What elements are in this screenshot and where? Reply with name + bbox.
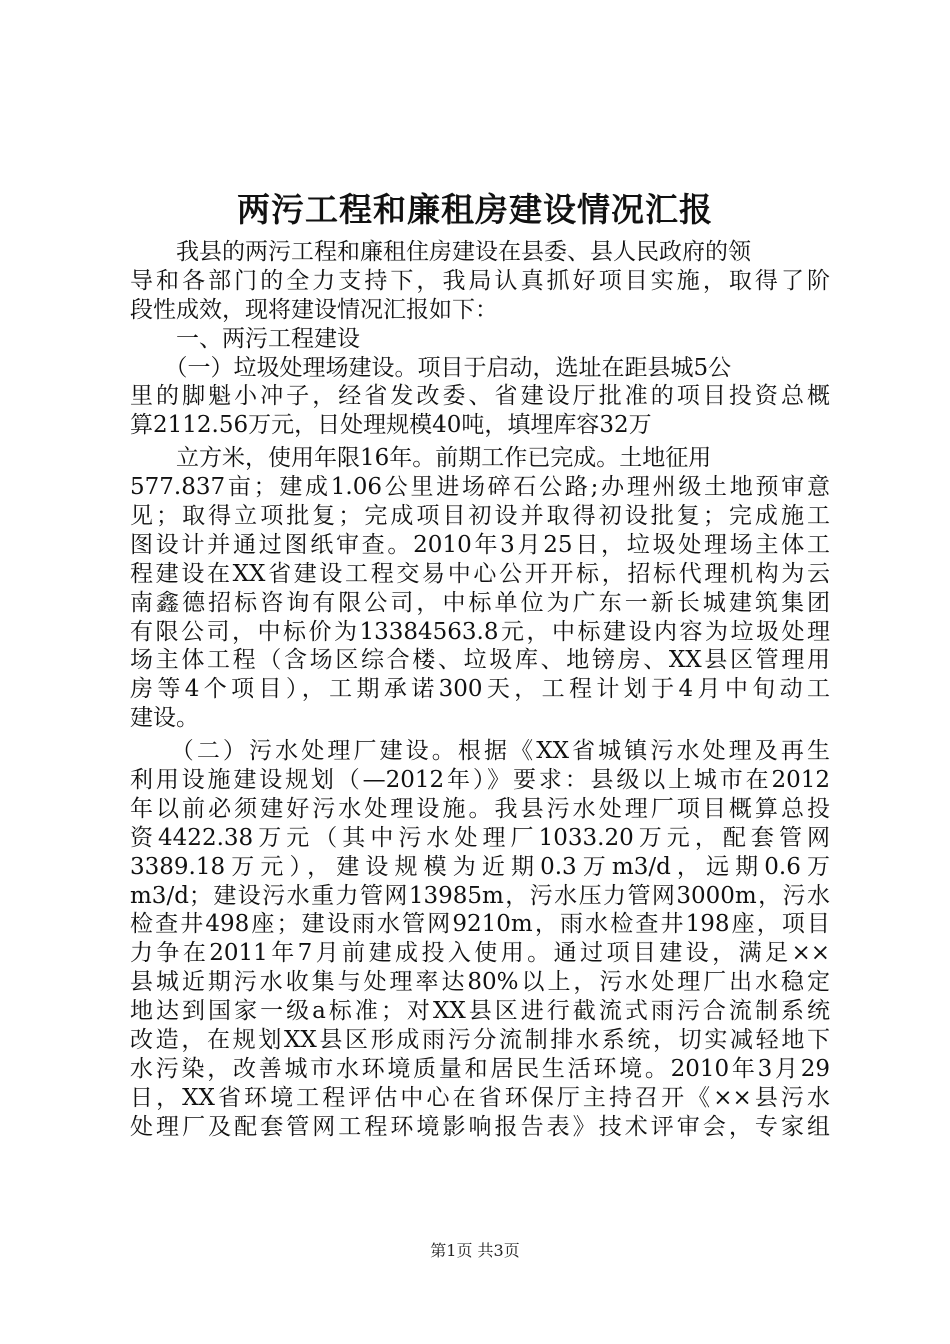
page-number-footer: 第1页 共3页	[430, 1241, 520, 1260]
body-line: 段性成效，现将建设情况汇报如下：	[130, 296, 498, 323]
body-line: 有限公司，中标价为13384563.8元，中标建设内容为垃圾处理	[130, 618, 830, 645]
body-line: 年以前必须建好污水处理设施。我县污水处理厂项目概算总投	[130, 795, 830, 822]
body-line: 算2112.56万元，日处理规模40吨，填埋库容32万	[130, 412, 652, 439]
body-line: 立方米，使用年限16年。前期工作已完成。土地征用	[130, 445, 712, 472]
body-line: 里的脚魁小冲子，经省发改委、省建设厅批准的项目投资总概	[130, 383, 830, 410]
body-line: 程建设在XX省建设工程交易中心公开开标，招标代理机构为云	[130, 560, 830, 587]
body-line: （一）垃圾处理场建设。项目于启动，选址在距县城5公	[130, 354, 732, 381]
body-line: m3/d；建设污水重力管网13985m，污水压力管网3000m，污水	[130, 882, 830, 909]
body-line: 3389.18万元），建设规模为近期0.3万m3/d，远期0.6万	[130, 853, 830, 880]
body-line: 水污染，改善城市水环境质量和居民生活环境。2010年3月29	[130, 1055, 830, 1082]
section-heading: 一、两污工程建设	[130, 325, 360, 352]
body-line: 检查井498座；建设雨水管网9210m，雨水检查井198座，项目	[130, 911, 830, 938]
body-line: 资4422.38万元（其中污水处理厂1033.20万元，配套管网	[130, 824, 830, 851]
body-line: 处理厂及配套管网工程环境影响报告表》技术评审会，专家组	[130, 1113, 830, 1140]
body-line: （二）污水处理厂建设。根据《XX省城镇污水处理及再生	[130, 738, 830, 765]
body-line: 改造，在规划XX县区形成雨污分流制排水系统，切实减轻地下	[130, 1027, 830, 1054]
body-line: 见；取得立项批复；完成项目初设并取得初设批复；完成施工	[130, 503, 830, 530]
document-body	[130, 238, 830, 1142]
body-line: 力争在2011年7月前建成投入使用。通过项目建设，满足××	[130, 940, 830, 967]
body-line: 地达到国家一级a标准；对XX县区进行截流式雨污合流制系统	[130, 998, 830, 1025]
body-line: 南鑫德招标咨询有限公司，中标单位为广东一新长城建筑集团	[130, 589, 830, 616]
body-line: 建设。	[130, 705, 199, 732]
body-line: 577.837亩；建成1.06公里进场碎石公路;办理州级土地预审意	[130, 474, 830, 501]
body-line: 场主体工程（含场区综合楼、垃圾库、地镑房、XX县区管理用	[130, 647, 830, 674]
body-line: 导和各部门的全力支持下，我局认真抓好项目实施，取得了阶	[130, 267, 830, 294]
body-line: 日，XX省环境工程评估中心在省环保厅主持召开《××县污水	[130, 1084, 830, 1111]
document-title: 两污工程和廉租房建设情况汇报	[237, 190, 713, 229]
body-line: 我县的两污工程和廉租住房建设在县委、县人民政府的领	[130, 239, 751, 265]
body-line: 县城近期污水收集与处理率达80%以上，污水处理厂出水稳定	[130, 969, 830, 996]
body-line: 房等4个项目），工期承诺300天，工程计划于4月中旬动工	[130, 676, 830, 703]
body-line: 图设计并通过图纸审查。2010年3月25日，垃圾处理场主体工	[130, 531, 830, 558]
body-line: 利用设施建设规划（—2012年）》要求：县级以上城市在2012	[130, 767, 830, 794]
